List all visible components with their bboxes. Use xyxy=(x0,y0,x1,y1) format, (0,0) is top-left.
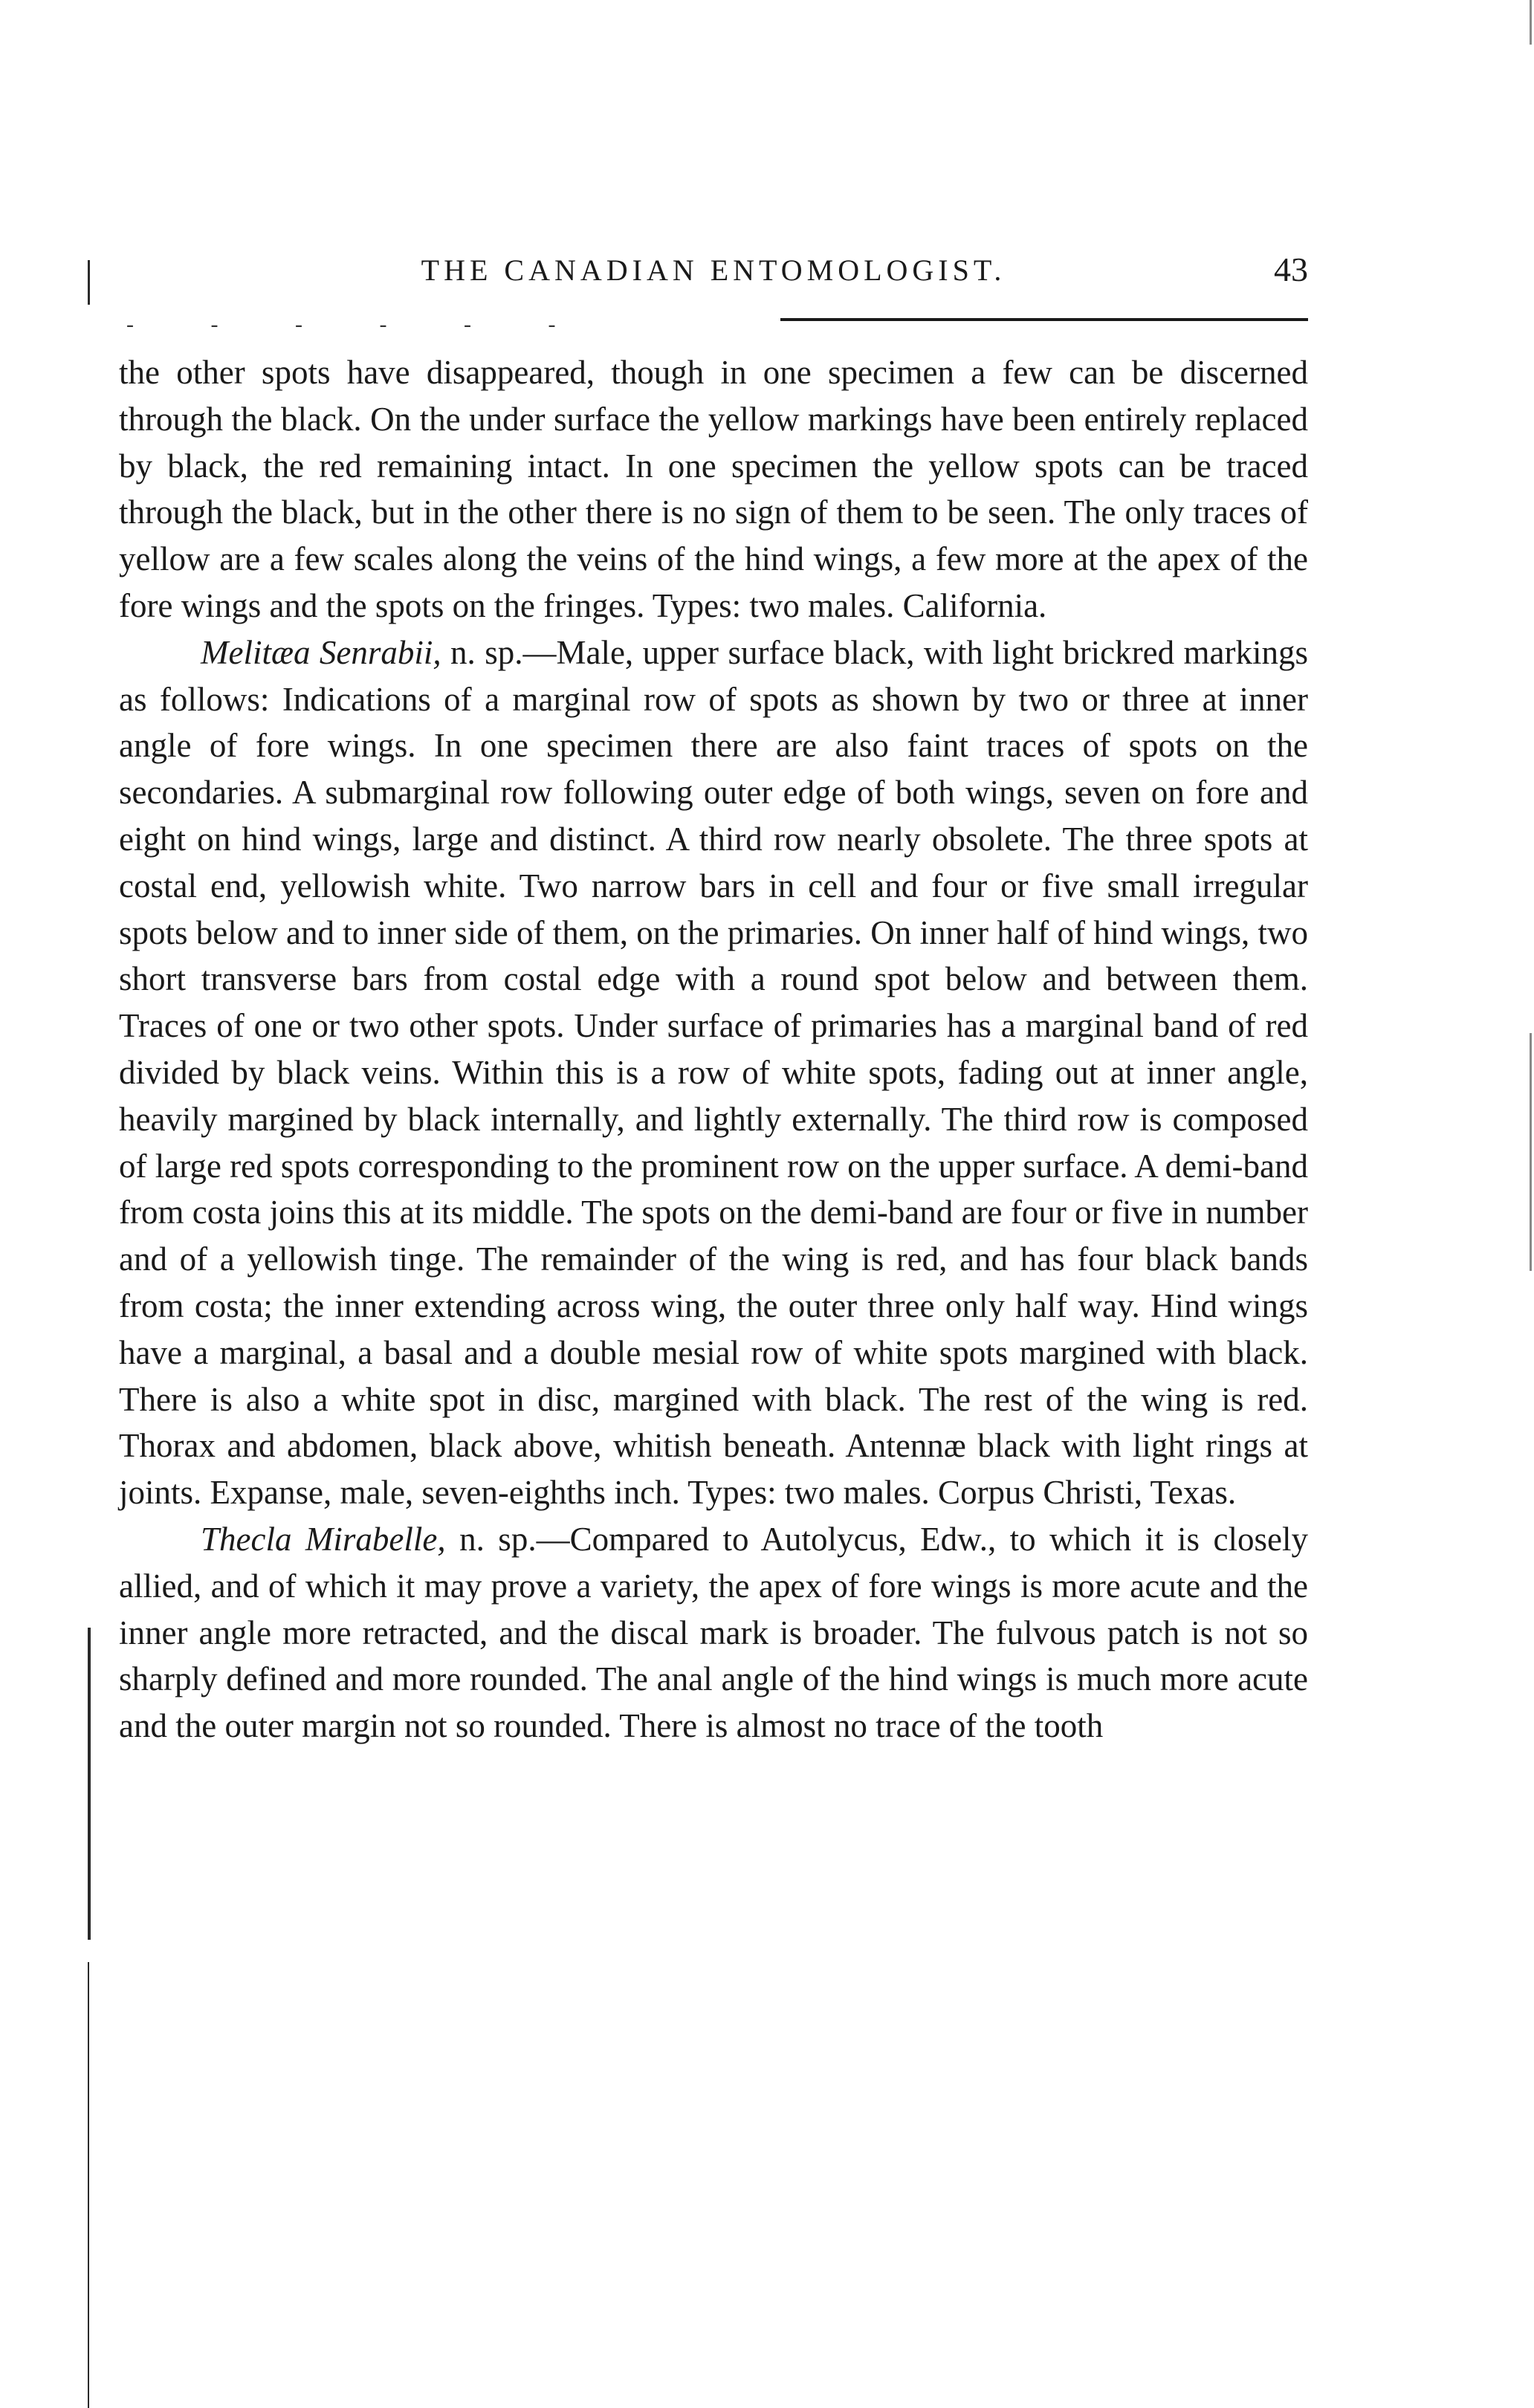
scan-edge-mark xyxy=(1530,0,1532,45)
binding-mark xyxy=(88,1628,91,1940)
paragraph-text: n. sp.—Compared to Autolycus, Edw., to which it is closely allied, and of which it may prove a variety, the apex of fore wings is more acute and the inner angle more retracted, and the discal mark is broader. The fulvous patch is not so sharply defined and more rounded. The anal angle of the hind wings is much more acute and the outer margin not so rounded. There is almost no trace of the tooth xyxy=(119,1520,1308,1745)
paragraph-text: n. sp.—Male, upper surface black, with light brickred markings as follows: Indications of a marginal row of spots as shown by two or three at inner angle of fore wings. In one specimen there are also faint traces of spots on the secondaries. A submarginal row following outer edge of both wings, seven on fore and eight on hind wings, large and distinct. A third row nearly obsolete. The three spots at costal end, yellowish white. Two narrow bars in cell and four or five small irregular spots below and to inner side of them, on the primaries. On inner half of hind wings, two short transverse bars from costal edge with a round spot below and between them. Traces of one or two other spots. Under surface of primaries has a marginal band of red divided by black veins. Within this is a row of white spots, fading out at inner angle, heavily margined by black internally, and lightly externally. The third row is composed of large red spots corresponding to the prominent row on the upper surface. A demi-band from costa joins this at its middle. The spots on the demi-band are four or five in number and of a yellowish tinge. The remainder of the wing is red, and has four black bands from costa; the inner extending across wing, the outer three only half way. Hind wings have a marginal, a basal and a double mesial row of white spots margined with black. There is also a white spot in disc, margined with black. The rest of the wing is red. Thorax and abdomen, black above, whitish beneath. Antennæ black with light rings at joints. Expanse, male, seven-eighths inch. Types: two males. Corpus Christi, Texas. xyxy=(119,633,1309,1512)
running-header xyxy=(119,250,1308,297)
journal-title: THE CANADIAN ENTOMOLOGIST. xyxy=(421,253,1006,287)
page-number: 43 xyxy=(1274,250,1308,288)
header-dashes: - - - - - - xyxy=(126,312,592,337)
header-rule xyxy=(780,318,1308,321)
paragraph-text: the other spots have disappeared, though in one specimen a few can be discerned through the black. On the under surface the yellow markings have been entirely replaced by black, the red remaining intact. In one specimen the yellow spots can be traced through the black, but in the other there is no sign of them to be seen. The only traces of yellow are a few scales along the veins of the hind wings, a few more at the apex of the fore wings and the spots on the fringes. Types: two males. California. xyxy=(119,354,1308,624)
binding-mark xyxy=(88,1962,89,2408)
binding-mark xyxy=(88,260,90,305)
paragraph-1 xyxy=(119,349,1308,629)
species-name: Thecla Mirabelle, xyxy=(201,1520,446,1558)
species-name: Melitæa Senrabii, xyxy=(201,633,441,671)
body-text xyxy=(119,349,1308,1750)
scan-edge-mark xyxy=(1530,1033,1532,1271)
paragraph-3 xyxy=(119,1516,1308,1750)
paragraph-2 xyxy=(119,629,1308,1516)
